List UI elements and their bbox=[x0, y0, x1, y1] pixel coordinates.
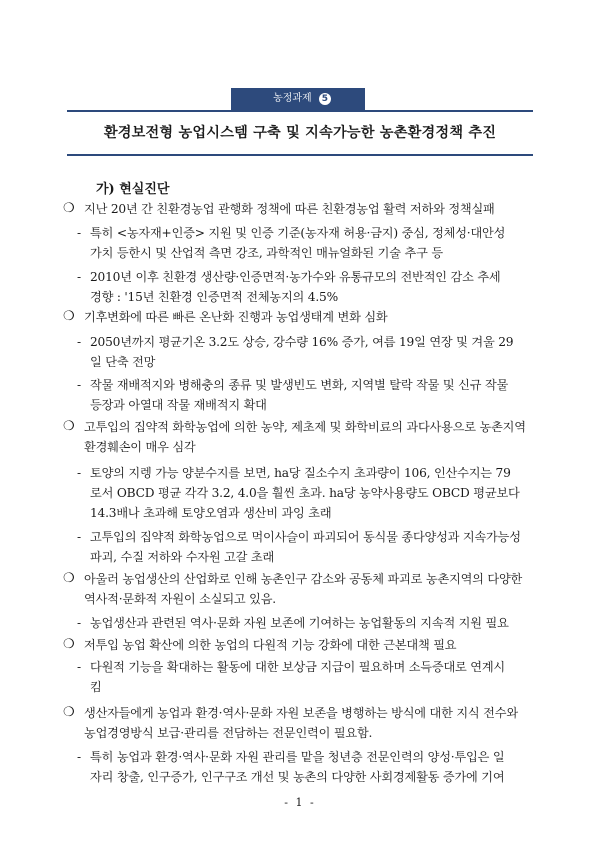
bullet-line: 농업경영방식 보급·관리를 전담하는 전문인력이 필요함. bbox=[84, 726, 373, 740]
page-title: 환경보전형 농업시스템 구축 및 지속가능한 농촌환경정책 추진 bbox=[103, 125, 497, 141]
bullet-line: 고투입의 집약적 화학농업으로 먹이사슬이 파괴되어 동식물 종다양성과 지속가능성 bbox=[90, 530, 521, 544]
bullet-line: 로서 OBCD 평균 각각 3.2, 4.0을 훨씬 초과. ha당 농약사용량도 OBCD 평균보다 bbox=[90, 486, 520, 500]
bullet-line: 저투입 농업 확산에 의한 농업의 다원적 기능 강화에 대한 근본대책 필요 bbox=[84, 638, 457, 652]
policy-task-tag bbox=[231, 88, 365, 110]
bullet-line: 특히 <농자재+인증> 지원 및 인증 기준(농자재 허용·금지) 중심, 정체성·대안성 bbox=[90, 226, 506, 240]
bullet-line: 환경훼손이 매우 심각 bbox=[84, 440, 196, 454]
dash-bullet-marker: - bbox=[77, 530, 82, 544]
circle-bullet-marker: ❍ bbox=[63, 201, 75, 216]
bullet-line: 역사적·문화적 자원이 소실되고 있음. bbox=[84, 592, 276, 606]
policy-task-label: 농정과제 bbox=[273, 93, 312, 104]
bullet-line: 기후변화에 따른 빠른 온난화 진행과 농업생태계 변화 심화 bbox=[84, 310, 388, 324]
dash-bullet-marker: - bbox=[77, 226, 82, 240]
policy-task-number: 5 bbox=[319, 93, 331, 105]
dash-bullet-marker: - bbox=[77, 270, 82, 284]
circle-bullet-marker: ❍ bbox=[63, 571, 75, 586]
dash-bullet-marker: - bbox=[77, 616, 82, 630]
bullet-line: 아울러 농업생산의 산업화로 인해 농촌인구 감소와 공동체 파괴로 농촌지역의 다양한 bbox=[84, 572, 523, 586]
bullet-line: 킴 bbox=[90, 680, 102, 694]
dash-bullet-marker: - bbox=[77, 660, 82, 674]
circle-bullet-marker: ❍ bbox=[63, 637, 75, 652]
circle-bullet-marker: ❍ bbox=[63, 309, 75, 324]
bullet-line: 파괴, 수질 저하와 수자원 고갈 초래 bbox=[90, 550, 275, 564]
bullet-line: 등장과 아열대 작물 재배적지 확대 bbox=[90, 398, 267, 412]
dash-bullet-marker: - bbox=[77, 378, 82, 392]
bullet-line: 일 단축 전망 bbox=[90, 355, 156, 369]
bullet-line: 다원적 기능을 확대하는 활동에 대한 보상금 지급이 필요하며 소득증대로 연계시 bbox=[90, 660, 505, 674]
bullet-line: 자리 창출, 인구증가, 인구구조 개선 및 농촌의 다양한 사회경제활동 증가에 기여 bbox=[90, 770, 505, 784]
section-heading: 가) 현실진단 bbox=[96, 182, 170, 197]
bullet-line: 2010년 이후 친환경 생산량·인증면적·농가수와 유통규모의 전반적인 감소 추세 bbox=[90, 270, 501, 284]
page-number: - 1 - bbox=[284, 796, 316, 809]
bullet-line: 경향 : '15년 친환경 인증면적 전체농지의 4.5% bbox=[90, 290, 338, 304]
bullet-line: 고투입의 집약적 화학농업에 의한 농약, 제초제 및 화학비료의 과다사용으로 농촌지역 bbox=[84, 420, 526, 434]
dash-bullet-marker: - bbox=[77, 466, 82, 480]
bullet-line: 14.3배나 초과해 토양오염과 생산비 과잉 초래 bbox=[90, 506, 332, 520]
dash-bullet-marker: - bbox=[77, 750, 82, 764]
bullet-line: 가치 등한시 및 산업적 측면 강조, 과학적인 매뉴얼화된 기술 추구 등 bbox=[90, 246, 443, 260]
bullet-line: 작물 재배적지와 병해충의 종류 및 발생빈도 변화, 지역별 탈락 작물 및 신규 작물 bbox=[90, 378, 509, 392]
circle-bullet-marker: ❍ bbox=[63, 419, 75, 434]
bullet-line: 2050년까지 평균기온 3.2도 상승, 강수량 16% 증가, 여름 19일 연장 및 겨울 29 bbox=[90, 335, 514, 349]
title-bottom-rule bbox=[67, 154, 533, 156]
bullet-line: 농업생산과 관련된 역사·문화 자원 보존에 기여하는 농업활동의 지속적 지원 필요 bbox=[90, 616, 509, 630]
dash-bullet-marker: - bbox=[77, 335, 82, 349]
bullet-line: 특히 농업과 환경·역사·문화 자원 관리를 맡을 청년층 전문인력의 양성·투입은 일 bbox=[90, 750, 505, 764]
bullet-line: 지난 20년 간 친환경농업 관행화 정책에 따른 친환경농업 활력 저하와 정책실패 bbox=[84, 202, 495, 216]
bullet-line: 생산자들에게 농업과 환경·역사·문화 자원 보존을 병행하는 방식에 대한 지식 전수와 bbox=[84, 706, 518, 720]
circle-bullet-marker: ❍ bbox=[63, 705, 75, 720]
bullet-line: 토양의 지렝 가능 양분수지를 보면, ha당 질소수지 초과량이 106, 인산수지는 79 bbox=[90, 466, 511, 480]
